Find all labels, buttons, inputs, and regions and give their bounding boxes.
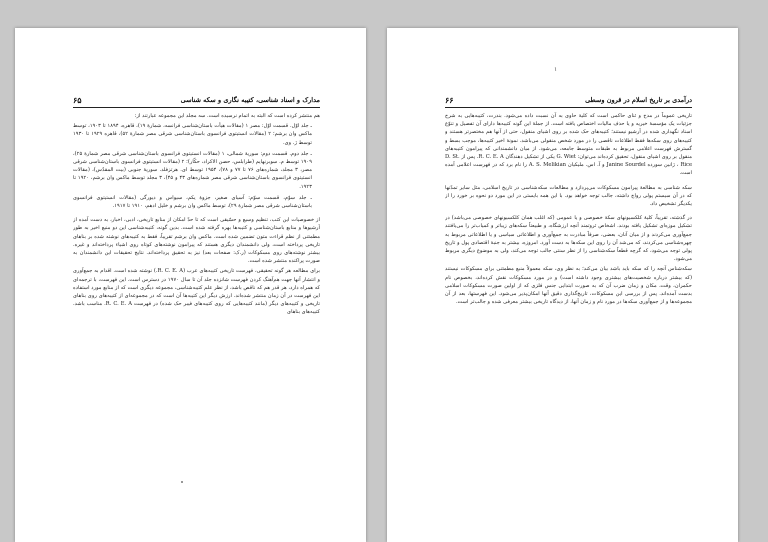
right-page — [387, 28, 738, 542]
paragraph: هم منتشر کرده است که البته به اتمام نرسیده است. سه مجلد این مجموعه عبارتند از: — [134, 113, 320, 119]
paragraph: برای مطالعه هر گونه تحقیقی، فهرست تاریخی کتیبه‌های عرب (R. C. E. A.) نوشته شده است. اقدام به جمع‌آوری و انتشار آنها جهت هم‌آهنگ کردن فهرست شانزده جلد آن تا سال ۱۹۷۰ در دسترس است. این فهرست، با ترجمه‌ای که همراه دارد، هر قدر هم که ناقص باشد، از نظر علم کتیبه‌شناسی، مجموعه دیگری است که از منابع مورد استفاده این فهرست در آن زمان منتشر شده‌اند. ارزش دیگر این کتیبه‌ها آن است که در مجموعه‌ای از کتیبه‌های روی بناهای تاریخی و کتیبه‌های دیگر (مانند کتیبه‌هایی که روی کتیبه‌های فیبر حک شده) در فهرست R. C. E. A. مناسب باشد. کتیبه‌های بناهای — [73, 268, 320, 316]
paragraph: تاریخی عموماً در مدح و ثنای حاکمی است که کلیهٔ حاوی به آن نسبت داده می‌شود. بندرت، کتیبه‌هایی به شرح جزئیات یک مؤسسهٔ خیریه و یا حذف مالیات اختصاص یافته است. از جملهٔ این گونه کتیبه‌ها دارای آن تفصیل و تنوّع اسناد نگهداری شده در آرشیو نیستند؛ کتیبه‌های حک شده بر روی اشیای منقول، حتی از آنها هم مختصرتر هستند و کتیبه‌های روی سکه‌ها فقط اطلاعات ناقصی را در مورد شخص منقولی می‌باشد. نمونهٔ اخیر کتیبه‌ها، موجب بسط و گسترش فهرست اعلامی مربوط به طبقات متوسط جامعه، می‌شود. از میان دانشمندانی که پیرامون کتیبه‌های منقول بر روی اشیای منقول، تحقیق کرده‌اند می‌توان: G. Wiet یکی از تشکیل دهندگان R. C. E. A. پس از D. St. Rice ، ژانین سورده Janine Sourdel و آ. اس. ملیکیان A. S. Melikian را نام برد که در فهرست اعلامی آمده است. — [445, 113, 692, 177]
left-running-title: مدارک و اسناد شناسی، کتیبه نگاری و سکه شناسی — [180, 96, 320, 104]
stray-mark — [181, 481, 183, 483]
right-page-header — [445, 95, 692, 108]
paragraph: سکه‌شناس آنچه را که سکه باید باشد بیان می‌کند؛ به نظر وی، سکه معمولاً منبع مطمئنی برای مسکوکات نیستند (که بیشتر درباره شخصیت‌های بیشتری وجود داشته است) و در مورد مسکوکات نقش کرده‌اند، بخصوص نام حکمران، وقت، مکان و زمان ضرب آن که به صورت ابتدایی جنس فلزی که از اولین صورت مسکوکات اسلامی بدست آمده‌اند. پس از بررسی این مسکوکات، تاریخ‌گذاری دقیق آنها امکان‌پذیر می‌شود. این فهرستها، بعد از آن مجموعه‌ها و از جمع‌آوری سکه‌ها در مورد نام و زمان آنها، از دیدگاه تاریخی بیشتر معرفی شده و جالب‌تر است. — [445, 266, 692, 306]
paragraph: سکه شناسی به مطالعهٔ پیرامون مسکوکات می‌پردازد و مطالعات سکه‌شناسی در تاریخ اسلامی، مثل سایر تمدّنها که در آن سیستم پولی رواج داشته، جالب توجه خواهد بود. با این همه بایستی در این مورد دو نحوه بر خورد را از یکدیگر تشخیص داد. — [445, 184, 692, 208]
left-page — [15, 28, 366, 542]
right-running-title: درآمدی بر تاریخ اسلام در قرون وسطی — [585, 96, 692, 104]
right-page-number: ۶۶ — [445, 95, 454, 105]
right-page-body — [445, 112, 692, 502]
bibliography-item: ـ جلد دوم. قسمت دوم: سوریهٔ شمالی، ۱ (مقالات انستیتوی فرانسوی باستان‌شناسی شرقی مصر شمارهٔ ۲۵)، ۱۹۰۹ توسط م. سوبرنهایم (طرابلس، حصن الاکراد، حکّار)؛ ۲ (مقالات انستیتوی فرانسوی باستان‌شناسی شرقی مصر، ۳ مجلد، شماره‌های ۷۶ تا ۷۷ و ۷۸)، ۱۹۵۴ توسط ای. هرتزفلد. سوریهٔ جنوبی (بیت المقدّس)، (مقالات انستیتوی فرانسوی باستان‌شناسی شرقی مصر شماره‌های ۴۳ و ۴۵)، ۳ مجلد توسط ماکس وان برشم، ۱۹۲۰ تا ۱۹۲۳. — [73, 150, 313, 190]
left-page-number: ۶۵ — [73, 95, 82, 105]
paragraph: در گذشته، تقریباً، کلیهٔ کلکسیونهای سکهٔ خصوصی و یا عمومی (که اغلب همان کلکسیونهای خصوصی می‌باشد) در تشکیل موزه‌ای تشکیل یافته بودند. اشخاص ثروتمند آنچه ارزشگاه، و طبیعتاً سکه‌های زیباتر و کمیاب‌تر را می‌یافتند جمع‌آوری می‌کردند و از میان آنان، بعضی، صرفاً مبادرت به جمع‌آوری و اطلاعاتی سیاسی و یا اطلاعاتی مربوط به چهره‌شناسی می‌کردند، که می‌شد آن را روی این سکه‌ها به دست آورد. امروزه، بیشتر به جنبهٔ اقتصادی پول و تاریخ پولی توجه می‌شود، که گرچه قطعاً سکه‌شناسی را از نظر سنتی جالب توجه می‌کند، ولی به موضوع دیگری مربوط می‌شود. — [445, 215, 692, 263]
bibliography-item: ـ جلد سوّم، قسمت سوّم: آسیای صغیر، جزوهٔ یکم، سیواس و دیورگی (مقالات انستیتوی فرانسوی باستان‌شناسی شرقی مصر شمارهٔ ۲۹)، توسط ماکس وان برشم و خلیل ادهم، ۱۹۱۰ تا ۱۹۱۷. — [73, 194, 312, 210]
left-page-header — [73, 95, 320, 108]
left-page-body — [73, 112, 320, 502]
paragraph: از خصوصیات این کتب، تنظیم وسیع و حسّیقی است که تا حدّ امکان از منابع تاریخی، ادبی، اخبار، به دست آمده از آرشیوها و منابع باستان‌شناسی و کتیبه‌ها بهره گرفته شده است. بدین گونه، کتیبه‌شناسی این دو منبع اخیر به طور مطمئنی از نظم قراءت متون تضمین شده است. ماکس وان برشم تقریباً، فقط به کتیبه‌های نوشته شده بر بناهای تاریخی پرداخته است، ولی دانشمندان دیگری هستند که پیرامون نوشته‌های کوتاه روی اشیاء پرداخته‌اند و غیره. بیشتر نوشته‌های روی مسکوکات (ر.ک: صفحات بعد) نیز به تحقیق پرداخته‌اند. نتایج تحقیقات این دانشمندان به صورت پراکنده منتشر شده است. — [73, 217, 320, 265]
top-mark: ۱ — [554, 66, 558, 73]
bibliography-item: ـ جلد اوّل. قسمت اوّل: مصر ۱ (مقالات هیأت باستان‌شناسی فرانسه، شمارهٔ ۱۹)، قاهره، ۱۸۹۴ تا ۱۹۰۳، توسط ماکس وان برشم؛ ۲ (مقالات انستیتوی فرانسوی باستان‌شناسی شرقی مصر شمارهٔ ۵۲)، قاهره ۱۹۲۹ تا ۱۹۳۰ توسط ژ. وی. — [73, 123, 313, 146]
